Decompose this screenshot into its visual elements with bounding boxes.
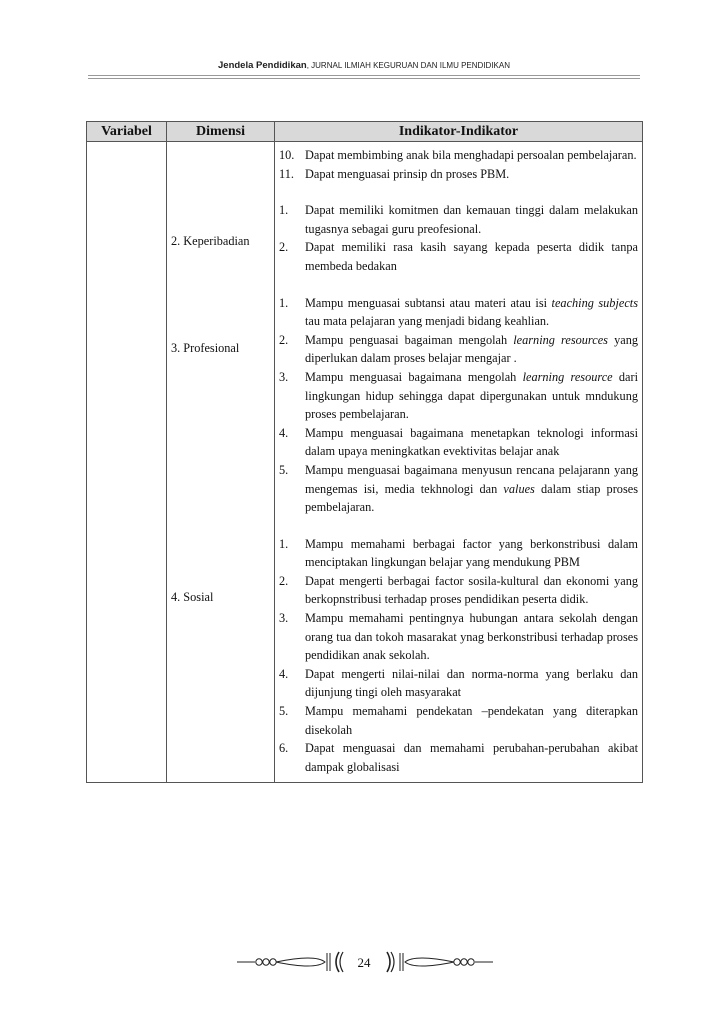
dimension-label-keperibadian: 2. Keperibadian [171, 234, 250, 248]
header-rule-bottom [88, 78, 640, 79]
list-item: 1. Mampu memahami berbagai factor yang berkonstribusi dalam menciptakan lingkungan belajar yang mendukung PBM [279, 536, 638, 570]
page-number: 24 [357, 955, 371, 970]
list-item: 3. Mampu menguasai bagaimana mengolah learning resource dari lingkungan hidup sehingga dapat dipergunakan untuk mndukung proses pembelajaran. [279, 369, 639, 422]
list-item: 5. Mampu menguasai bagaimana menyusun rencana pelajarann yang mengemas isi, media tekhnologi dan values dalam stiap proses pembelajaran. [279, 462, 638, 515]
table-header-row [87, 122, 643, 142]
indicator-cell [275, 142, 643, 783]
list-item: 10. Dapat membimbing anak bila menghadapi persoalan pembelajaran. [279, 148, 637, 162]
indicator-table [86, 121, 643, 783]
running-header [0, 60, 728, 71]
list-item: 4. Dapat mengerti nilai-nilai dan norma-norma yang berlaku dan dijunjung tingi oleh masyarakat [279, 666, 638, 700]
dimensi-cell [167, 142, 275, 783]
header-variabel: Variabel [87, 122, 167, 142]
journal-description: , JURNAL ILMIAH KEGURUAN DAN ILMU PENDIDIKAN [306, 61, 510, 70]
header-indikator: Indikator-Indikator [275, 122, 643, 142]
list-item: 4. Mampu menguasai bagaimana menetapkan teknologi informasi dalam upaya meningkatkan evektivitas belajar anak [279, 425, 638, 459]
list-item: 1. Mampu menguasai subtansi atau materi atau isi teaching subjects tau mata pelajaran yang menjadi bidang keahlian. [279, 295, 638, 329]
list-item: 2. Mampu penguasai bagaiman mengolah learning resources yang diperlukan dalam proses belajar mengajar . [279, 332, 638, 366]
list-item: 3. Mampu memahami pentingnya hubungan antara sekolah dengan orang tua dan tokoh masarakat ynag berkonstribusi terhadap proses pendidikan anak sekolah. [279, 611, 638, 663]
list-item: 11. Dapat menguasai prinsip dn proses PBM. [279, 166, 510, 181]
list-item: 5. Mampu memahami pendekatan –pendekatan yang diterapkan disekolah [279, 704, 638, 737]
journal-name: Jendela Pendidikan [218, 60, 307, 71]
header-dimensi: Dimensi [167, 122, 275, 142]
list-item: 2. Dapat memiliki rasa kasih sayang kepada peserta didik tanpa membeda bedakan [279, 240, 638, 273]
table-row [87, 142, 643, 783]
variabel-cell [87, 142, 167, 783]
dimension-label-profesional: 3. Profesional [171, 341, 240, 355]
list-item: 2. Dapat mengerti berbagai factor sosila-kultural dan ekonomi yang berkopnstribusi terhadap proses pendidikan peserta didik. [279, 573, 638, 607]
header-rule-top [88, 75, 640, 76]
list-item: 6. Dapat menguasai dan memahami perubahan-perubahan akibat dampak globalisasi [279, 741, 638, 774]
list-item: 1. Dapat memiliki komitmen dan kemauan tinggi dalam melakukan tugasnya sebagai guru preofesional. [279, 203, 638, 236]
dimension-label-sosial: 4. Sosial [171, 590, 214, 604]
